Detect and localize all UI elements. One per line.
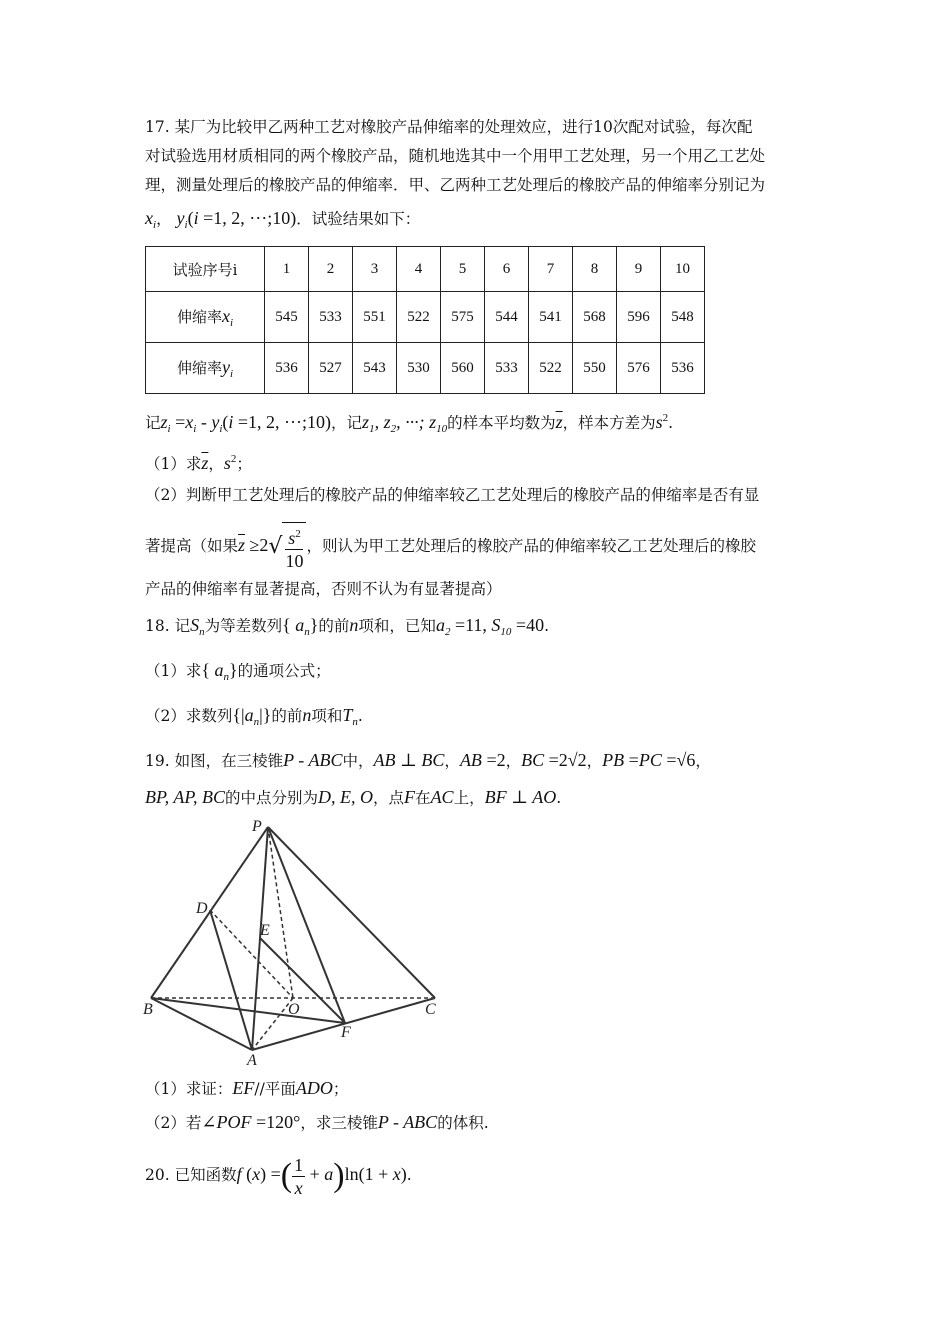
q17-part2-line3: 产品的伸缩率有显著提高，否则不认为有显著提高） [145, 580, 502, 598]
q19-line1: 19. 如图，在三棱锥P - ABC中，AB ⊥ BC，AB =2，BC =2√2，PB =PC =√6， [145, 750, 711, 770]
table-cell: 543 [353, 343, 397, 394]
table-cell: 548 [661, 292, 705, 343]
table-cell: 530 [397, 343, 441, 394]
table-cell: 527 [309, 343, 353, 394]
table-cell: 522 [529, 343, 573, 394]
q18-part1: （1）求{ $a_n$}的通项公式； [145, 660, 331, 683]
table-cell: 550 [573, 343, 617, 394]
segment-BF [151, 998, 345, 1023]
table-cell: 7 [529, 247, 573, 292]
table-cell: 575 [441, 292, 485, 343]
label-D: D [196, 900, 208, 917]
label-E: E [260, 922, 270, 939]
q18-part2: （2）求数列$\{|a_n|\}$的前n项和$T_n$. [145, 705, 363, 728]
segment-EF [260, 938, 345, 1023]
table-header-cell: 伸缩率$y_i$ [146, 343, 265, 394]
table-cell: 545 [265, 292, 309, 343]
label-C: C [425, 1001, 436, 1018]
segment-PF [268, 827, 345, 1023]
formula-yi-range: $y_i(i =1$, 2, ···;10) [176, 208, 297, 231]
label-O: O [288, 1001, 300, 1018]
label-A: A [247, 1052, 257, 1069]
table-cell: 551 [353, 292, 397, 343]
table-row-index [146, 247, 705, 292]
table-cell: 596 [617, 292, 661, 343]
table-cell: 522 [397, 292, 441, 343]
formula-xi: $x_i$ [145, 208, 157, 231]
label-F: F [341, 1024, 351, 1041]
table-cell: 1 [265, 247, 309, 292]
table-cell: 544 [485, 292, 529, 343]
table-cell: 536 [265, 343, 309, 394]
tetrahedron-figure [140, 815, 460, 1075]
q18-line1: 18. 记$S_n$为等差数列{ $a_n$}的前n项和，已知$a_2 =11$, $S_{10} =40$. [145, 615, 550, 638]
q19-part1: （1）求证：EF//平面ADO； [145, 1078, 349, 1098]
table-cell: 8 [573, 247, 617, 292]
q17-line1: 17. 某厂为比较甲乙两种工艺对橡胶产品伸缩率的处理效应，进行10次配对试验，每次配 [145, 118, 753, 136]
table-cell: 541 [529, 292, 573, 343]
experiment-table [145, 246, 705, 394]
edge-BA [151, 998, 252, 1050]
table-cell: 576 [617, 343, 661, 394]
table-row-x [146, 292, 705, 343]
label-B: B [143, 1001, 153, 1018]
edge-PB [151, 827, 268, 998]
table-cell: 560 [441, 343, 485, 394]
table-cell: 533 [485, 343, 529, 394]
segment-PO-hidden [268, 827, 293, 998]
q17-part1: （1）求$\overline{z}$，$s^2$； [145, 453, 252, 473]
q19-line2: BP, AP, BC的中点分别为D, E, O，点F在AC上，BF ⊥ AO. [145, 787, 562, 807]
segment-OA-hidden [252, 998, 293, 1050]
table-cell: 2 [309, 247, 353, 292]
q17-part2-line1: （2）判断甲工艺处理后的橡胶产品的伸缩率较乙工艺处理后的橡胶产品的伸缩率是否有显 [145, 486, 760, 504]
table-cell: 536 [661, 343, 705, 394]
table-cell: 4 [397, 247, 441, 292]
label-P: P [252, 818, 262, 835]
table-cell: 9 [617, 247, 661, 292]
table-row-y [146, 343, 705, 394]
table-cell: 568 [573, 292, 617, 343]
q20-line1: 20. 已知函数f (x) =( $\frac{1}{x}$ + a)ln(1 + x). [145, 1154, 412, 1198]
q17-part2-line2: 著提高（如果$\overline{z} \ge 2√$ $\frac{s^2}{10}$ ，则认为甲工艺处理后的橡胶产品的伸缩率较乙工艺处理后的橡胶 [145, 522, 756, 572]
table-cell: 533 [309, 292, 353, 343]
q19-part2: （2）若∠POF =120°，求三棱锥P - ABC的体积. [145, 1112, 489, 1132]
table-header-cell: 伸缩率$x_i$ [146, 292, 265, 343]
q17-line2: 对试验选用材质相同的两个橡胶产品，随机地选其中一个用甲工艺处理，另一个用乙工艺处 [145, 147, 766, 165]
q17-line3: 理，测量处理后的橡胶产品的伸缩率．甲、乙两种工艺处理后的橡胶产品的伸缩率分别记为 [145, 176, 766, 194]
q17-definition-line: 记$z_i =x_i - y_i(i =1$, 2, ···;10)，记$z_1$, $z_2$, ···; $z_{10}$的样本平均数为$\overline{z}$，样本方差为$s^2$. [145, 412, 674, 435]
table-cell: 5 [441, 247, 485, 292]
table-cell: 10 [661, 247, 705, 292]
table-cell: 3 [353, 247, 397, 292]
q17-line4: $x_i$， $y_i(i =1$, 2, ···;10)．试验结果如下： [145, 208, 421, 231]
table-header-cell: 试验序号i [146, 247, 265, 292]
segment-DA [210, 910, 252, 1050]
table-cell: 6 [485, 247, 529, 292]
